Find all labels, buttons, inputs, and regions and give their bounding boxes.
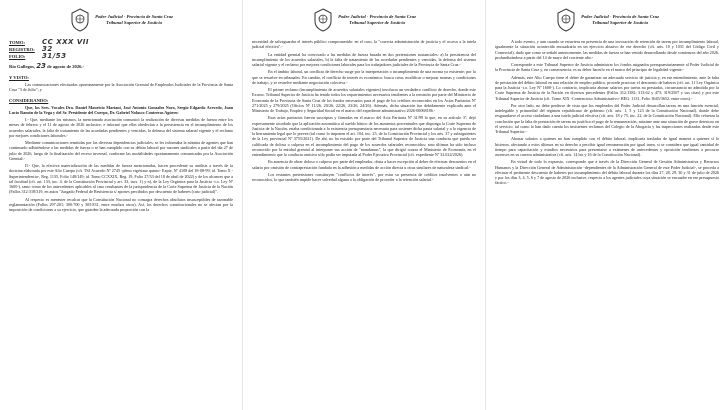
page-2 [243,0,485,410]
tomo-label: TOMO: [9,40,25,45]
paragraph-fondos: Corresponde a este Tribunal Superior de Justicia administrar los fondos asignados presupuestariamente al Poder Judicial de la Provincia de Santa Cruz y, en consecuencia, es su deber hacerlo en el marco del principio de legalidad vigente.- [495,62,719,73]
tomo-value: CC XXX VII [42,38,89,46]
folio-row [9,53,233,60]
page-header [252,5,476,35]
header-line-1: Poder Judicial - Provincia de Santa Cruz [581,14,659,20]
folio-value: 31/53 [42,52,67,60]
paragraph-abonar: Abonar salarios a quienes no han cumplido con el débito laboral, implicaría trasladar de igual manera a quienes sí lo hicieron, afectando a estos últimos en su derecho a percibir igual remuneración por igual tarea, si se considera que igual cantidad de tiempo para capacitación y estudios necesarios para presentarse a exámenes de antecedentes y oposición tendientes a procurar ascensos en su carrera administrativa (cft. arts. 14 bis y 16 de la Constitución Nacional). [495,136,719,157]
header-line-1: Poder Judicial - Provincia de Santa Cruz [338,14,416,20]
paragraph-II: II.- Que, la efectiva materialización de las medidas de fuerza mencionadas, hacen procedente su análisis a través de la doctrina elaborada por este Alto Cuerpo (cft. TSJ Acuerdo Nº 2745 -pleno vigésimo quinto- Expte. Nº 4108 del 18-08-99; id. Tomo X -Superintendencia-, Reg. 1135, Folio 148/149; id. Tomo CCXXIX, Reg. 19, Folio 27/33 del 18 de abril de 2022) y de los alcances que a tal facultad (cft. art. 133, inc. 4, de la Constitución Provincial y art. 33, incs. 1) y n), de la Ley Orgánica para la Justicia -t.o. Ley Nº 1600-), tanto como de los antecedentes aplicables al caso resultantes de la jurisprudencia de la Corte Suprema de Justicia de la Nación (Fallos 312:318/319, en autos "Juzgado Federal de Resistencia s/ aportes percibidos por descuento de haberes (caso judicial)". [9,163,233,195]
registro-value: 32 [42,45,53,53]
paragraph-III: Al respecto es menester recalcar que la Constitución Nacional no consagra derechos absolutos insusceptibles de razonable reglamentación (Fallos 297:201; 300:700 y 305:831, entre muchos otros). Así, los derechos constitucionales no se afectan por la imposición de condiciones a su ejercicio, que guarden la adecuada proporción con la [9,196,233,212]
date-suffix: de agosto de 2026.- [47,64,85,69]
header-text [581,14,659,25]
place-prefix: Río Gallegos, [9,64,36,69]
provincial-seal-icon [555,8,577,32]
record-block [9,39,233,70]
header-line-2: Tribunal Superior de Justicia [106,20,162,25]
paragraph-servicio: Además, este Alto Cuerpo tiene el deber de garantizar un adecuado servicio de justicia y, en ese entendimiento, ante la falta de prestación del débito laboral en una relación de empleo público, procede practicar el descuento de haberes (cft. art. 11 Ley Orgánica para la Justicia -t.o. Ley Nº 1600-). Lo contrario, implicaría abonar salarios por tareas no prestadas, circunstancia no admitida por la Corte Suprema de Justicia de la Nación en diversos precedentes (Fallos 312:1382; 313:62 y 473; 319/2507 y sus citas) y por este Tribunal Superior de Justicia (cft. Tomo XIX -Contencioso Administrativo- REG. 1131, Folio 3645/3652, entre otros).- [495,74,719,101]
paragraph-funcion-esencial: Por otro lado, no debe perderse de vista que los empleados del Poder Judicial desarrollan tareas en una función esencial, indelegable y primordial del régimen republicano de gobierno (cft. arts. 1, 5 y 123 de la Constitución Nacional), donde debe resguardarse el acceso ciudadano a una tutela judicial efectiva (cft. arts. 18 y 75, inc. 22, de la Constitución Nacional). Ello refuerza la conclusión que la falta de prestación de tareas no justifica el pago de la remuneración, máxime ante una situación de grave deterioro en el servicio, tal como lo han dado cuenta los insistentes reclamos del Colegio de la Abogacía y las inspecciones realizadas desde este Tribunal Superior.- [495,102,719,134]
considerando-intro: Que, los Sres. Vocales Dra. Daniel Mauricio Mariani, José Antonio Gonzalez Nora, Sergio Edgardo Acevedo, Juan Lucio Ramón de la Vega y del Sr. Presidente del Cuerpo, Dr. Gabriel Nolasco Contreras Agüero: [9,104,233,115]
header-line-2: Tribunal Superior de Justicia [349,20,405,25]
considerando-heading: CONSIDERANDO: [9,97,49,103]
paragraph-conflicto: En el ámbito laboral, un conflicto de derecho surge por la interpretación o incumplimiento de una norma ya existente; por lo que se resuelve en tribunales. En cambio, el conflicto de interés es económico: busca crear, modificar o mejorar normas y condiciones de trabajo, y se resuelve mediante negociación colectiva.- [252,69,476,85]
provincial-seal-icon [312,8,334,32]
registro-label: REGISTRO: [9,47,35,52]
paragraph-continuation: necesidad de salvaguardar el interés público comprometido: en el caso, la "correcta administración de justicia y el acceso a la tutela judicial efectiva".- [252,39,476,50]
header-line-2: Tribunal Superior de Justicia [592,20,648,25]
paragraph-descuento: En virtud de todo lo expuesto, corresponde que a través de la Dirección General de Gestión Administrativa y Recursos Humanos y la Dirección General de Administración -dependientes de la Administración General de este Poder Judicial-, se proceda a efectuar el pertinente descuento de haberes por incumplimiento del débito laboral durante los días 27, 28, 29, 30 y 31 de julio de 2026 y por los días 3, 4, 5, 6 y 7 de agosto de 2026 inclusive, respecto a los agentes judiciales cuya situación se encuadre en ese presupuesto fáctico.- [495,159,719,186]
header-text [95,14,173,25]
paragraph-todo-evento: A todo evento, y aun cuando se estuviera en presencia de una invocación de retención de tareas por incumplimiento laboral, igualmente la situación acontecida encuadraría en un ejercicio abusivo de ese derecho (cft. arts. 10 y 1031 del Código Civil y Comercial), dado que como se señaló anteriormente, las medidas de fuerza se han venido desarrollando desde comienzos del año 2026, profundizándose a partir del 14 de mayo del corriente año.- [495,39,719,60]
paragraph-primer-reclamo: El primer reclamo (incumplimiento de acuerdos salariales vigentes) involucra un verdadero conflicto de derecho, donde este Excmo. Tribunal Superior de Justicia ha tenido todos los requerimientos necesarios tendientes a la remisión por parte del Ministerio de Economía de la Provincia de Santa Cruz de los fondos necesarios para el pago de los créditos reconocidos en los Actas Paritarias Nº 271/2025 y 279/2025 (Oficios Nº 11/26, 20/26, 22/26, 23/26, 24/26). Además, dicha situación fue debidamente explicada ante el Ministerio de Trabajo, Empleo y Seguridad Social en el marco del expediente administrativo 2026-00068186.- [252,87,476,113]
day-value: 23 [36,62,46,70]
page-3 [486,0,728,410]
visto-text: Las comunicaciones efectuadas oportunamente por la Asociación Gremial de Empleados Judiciales de la Provincia de Santa Cruz "3 de Julio"; y [9,82,233,93]
page-1 [0,0,242,410]
paragraph-pretensiones: La entidad gremial ha convocado a las medidas de fuerza basada en dos pretensiones sustanciales: a) la persistencia del incumplimiento de los acuerdos salariales, b) la falta de tratamiento de las acordadas pendientes y vencidas, la defensa del sistema salarial vigente y el reclamo por mejores condiciones laborales para los trabajadores judiciales de la Provincia de Santa Cruz.- [252,51,476,67]
header-text [338,14,416,25]
paragraph-restantes: Los restantes pretensiones constituyen "conflictos de interés", por estar su presencia de créditos insolventes o aún no reconocidos, lo que también impide hacer salvedad alguna a la obligación de proceder a la retención salarial.- [252,171,476,182]
page-header [495,5,719,35]
paragraph-actas: Esas actas paritarias fueron suscriptas y firmadas en el marco del Acta Paritaria Nº 31/99 la que, en su artículo 3º, dejó expresamente acordado que la aplicación automática al sueldo básico de los aumentos porcentuales que disponga la Corte Suprema de Justicia de la Nación, estaba condicionada a la existencia presupuestaria necesaria para sostener dicha pauta salarial y a la vigencia de la herramienta legal que lo prevea (tal como lo imponen el art. 104, inc. 25, de la Constitución Provincial y los arts. 37 y subsiguientes de la Ley provincial Nº 3755/2021). De ahí, no ha existido por parte del Tribunal Superior de Justicia una conducta que pueda ser calificada de dolosa o culposa en el incumplimiento del pago de los acuerdos salariales reconocidos; sino últimas ha sido incluso reconocido por la entidad gremial al interponer sus acción de "mandamus", la que dirigió contra el Ministerio de Economía, en el entendimiento que la conducta omisiva sólo podía ser imputada al Poder Ejecutivo Provincial (cft. expediente Nº 32.022/2026). [252,115,476,157]
header-line-1: Poder Judicial - Provincia de Santa Cruz [95,14,173,20]
paragraph-I-continued: Mediante comunicaciones remitidas por las diversas dependencias judiciales, se les informaba la nómina de agentes que han continuado adhiriéndose a las medidas de fuerza o se han cumplido con su débito laboral por razones sindicales a partir del día 27 de julio de 2026, luego de la finalización del receso invernal, conforme las modalidades oportunamente comunicadas por la Asociación Gremial.- [9,140,233,161]
provincial-seal-icon [69,8,91,32]
paragraph-I: I.- Que, mediante los mismos, la mencionada asociación comunicó la realización de diversas medidas de fuerza entre los meses de febrero y el 11 de agosto de 2026 inclusive, e informó que ellas obedecían a la persistencia en el incumplimiento de los acuerdos salariales, la falta de tratamiento de las acordadas pendientes y vencidas, la defensa del sistema salarial vigente y el reclamo por mejores condiciones laborales.- [9,117,233,138]
folio-label: FOLIO: [9,54,26,59]
place-date [9,63,233,70]
visto-heading: Y VISTO: [9,75,29,80]
page-header [9,5,233,35]
paragraph-ausencia: En ausencia de obrar doloso o culposo por parte del empleador, obsta a hacer excepción al deber de efectuar descuentos en el salario por omisión de contraprestación fundada en la adhesión a medidas de acción directa u otras similares de naturaleza sindical.- [252,159,476,170]
